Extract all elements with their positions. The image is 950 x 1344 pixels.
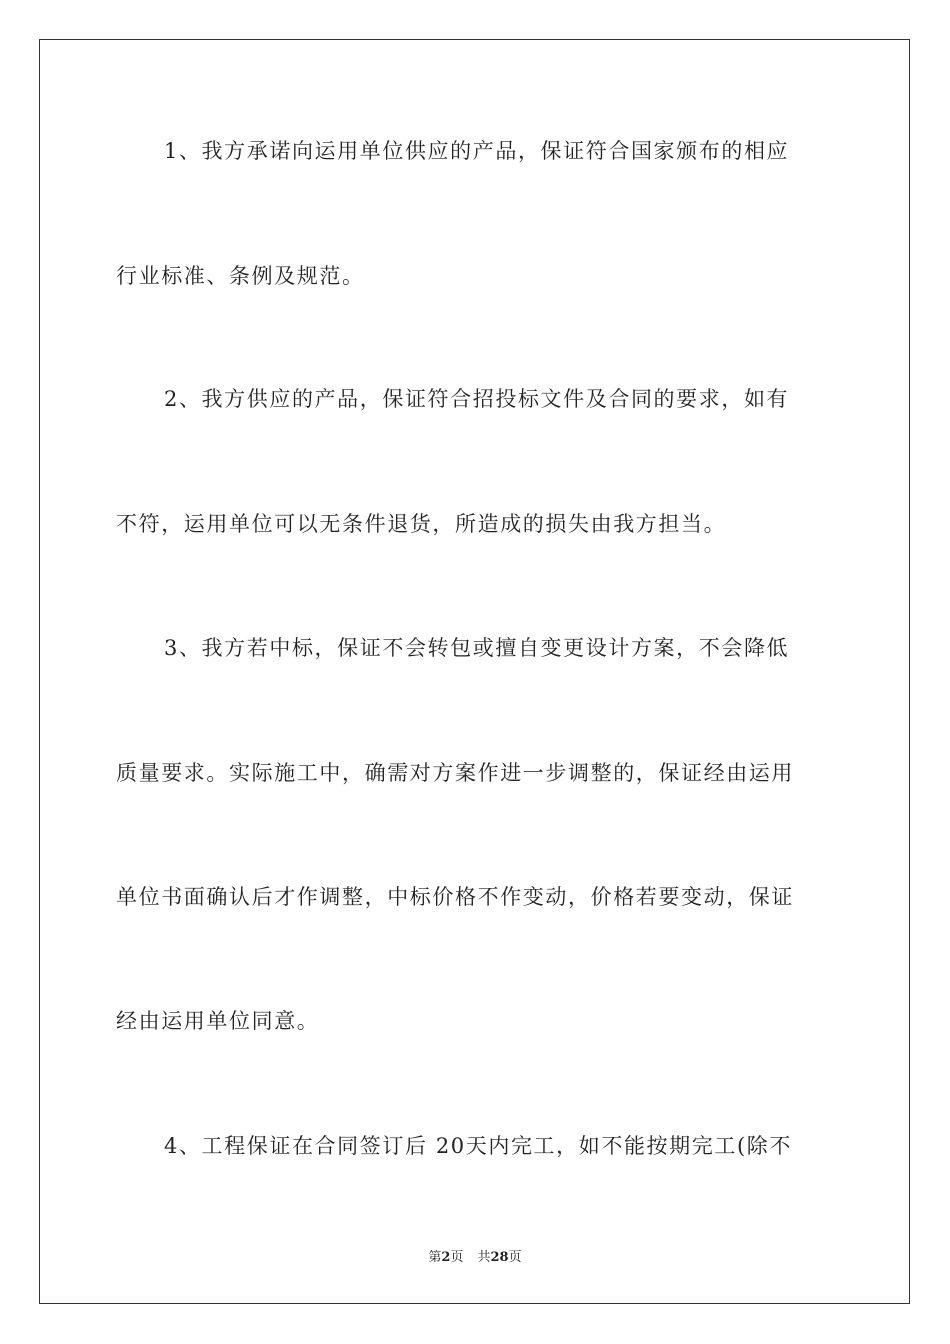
paragraph-1-line-1: 1、我方承诺向运用单位供应的产品，保证符合国家颁布的相应 xyxy=(164,139,790,163)
paragraph-3-line-4: 经由运用单位同意。 xyxy=(116,1009,320,1033)
paragraph-1-line-2: 行业标准、条例及规范。 xyxy=(116,264,365,288)
total-prefix: 共 xyxy=(477,1250,491,1265)
total-pages: 28 xyxy=(490,1250,509,1265)
paragraph-2-line-2: 不符，运用单位可以无条件退货，所造成的损失由我方担当。 xyxy=(116,512,727,536)
page-footer xyxy=(0,1246,950,1265)
paragraph-3-line-2: 质量要求。实际施工中，确需对方案作进一步调整的，保证经由运用 xyxy=(116,761,794,785)
paragraph-4-line-1: 4、工程保证在合同签订后 20天内完工，如不能按期完工(除不 xyxy=(164,1134,792,1158)
total-suffix: 页 xyxy=(508,1250,522,1265)
paragraph-2-line-1: 2、我方供应的产品，保证符合招投标文件及合同的要求，如有 xyxy=(164,387,790,411)
page-number: 2 xyxy=(441,1250,451,1265)
page-prefix: 第 xyxy=(428,1250,442,1265)
paragraph-3-line-1: 3、我方若中标，保证不会转包或擅自变更设计方案，不会降低 xyxy=(164,636,790,660)
paragraph-3-line-3: 单位书面确认后才作调整，中标价格不作变动，价格若要变动，保证 xyxy=(116,885,794,909)
page-frame xyxy=(39,39,910,1304)
page-suffix: 页 xyxy=(450,1250,464,1265)
